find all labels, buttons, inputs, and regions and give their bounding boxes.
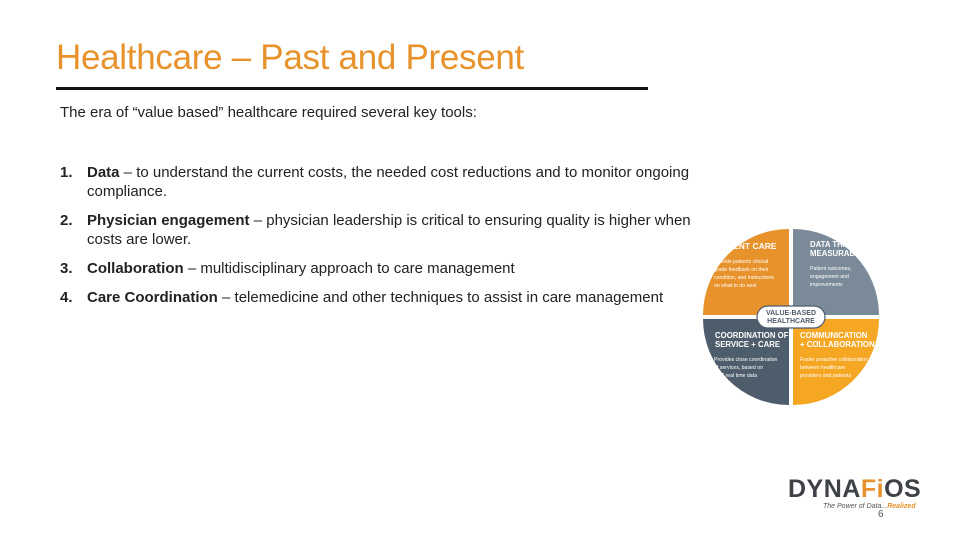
- list-term: Care Coordination: [87, 289, 218, 306]
- list-text: – to understand the current costs, the needed cost reductions and to monitor ongoing compliance.: [87, 164, 690, 200]
- slide-title: Healthcare – Past and Present: [56, 38, 524, 77]
- communication-title: COMMUNICATION: [800, 331, 868, 340]
- logo-text-c: OS: [884, 475, 922, 503]
- coordination-line: Provides close coordination: [714, 357, 778, 363]
- list-number: 4.: [60, 289, 73, 306]
- tagline-b: Realized: [887, 503, 916, 510]
- measurable-title: MEASURABLE: [810, 249, 866, 258]
- patient-care-line: condition, and instructions: [714, 275, 774, 281]
- key-tools-list: [60, 163, 700, 317]
- list-term: Data: [87, 164, 120, 181]
- coordination-line: 24/7 real time data: [714, 373, 757, 379]
- logo-text-b: Fi: [860, 475, 885, 503]
- list-item: [60, 259, 700, 278]
- list-text: – physician leadership is critical to ensuring quality is higher when costs are lower.: [87, 212, 691, 248]
- coordination-title: SERVICE + CARE: [715, 340, 781, 349]
- list-term: Collaboration: [87, 260, 184, 277]
- center-label-line2: HEALTHCARE: [767, 318, 815, 325]
- list-item: [60, 288, 700, 307]
- value-based-healthcare-diagram: [696, 222, 886, 412]
- list-term: Physician engagement: [87, 212, 250, 229]
- list-item: [60, 163, 700, 201]
- communication-title: + COLLABORATION: [800, 340, 875, 349]
- center-label-line1: VALUE-BASED: [765, 310, 817, 317]
- patient-care-line: on what to do next: [714, 283, 757, 289]
- patient-care-line: grade feedback on their: [714, 267, 769, 273]
- list-text: – telemedicine and other techniques to assist in care management: [217, 289, 664, 306]
- list-number: 3.: [60, 260, 73, 277]
- communication-line: between healthcare: [800, 365, 846, 371]
- title-underline: [56, 87, 648, 90]
- coordination-line: of services, based on: [714, 365, 764, 371]
- communication-line: providers and patients: [800, 373, 852, 379]
- intro-text: The era of “value based” healthcare required several key tools:: [60, 104, 477, 121]
- list-item: [60, 211, 700, 249]
- measurable-title: DATA THAT IS: [810, 240, 863, 249]
- list-text: – multidisciplinary approach to care management: [183, 260, 515, 277]
- measurable-line: Patient outcomes,: [810, 266, 852, 272]
- dynafios-logo: [788, 476, 921, 502]
- list-number: 1.: [60, 164, 73, 181]
- patient-care-title: PATIENT CARE: [715, 241, 777, 251]
- coordination-title: COORDINATION OF: [715, 331, 789, 340]
- measurable-line: improvements: [810, 282, 843, 288]
- list-number: 2.: [60, 212, 73, 229]
- tagline-a: The Power of Data...: [823, 503, 888, 510]
- communication-line: Foster proactive collaboration: [800, 357, 869, 363]
- logo-tagline: [823, 503, 916, 510]
- measurable-line: engagement and: [810, 274, 849, 280]
- logo-text-a: DYNA: [788, 475, 861, 503]
- patient-care-line: Provide patients clinical: [714, 259, 769, 265]
- page-number: 6: [878, 509, 884, 520]
